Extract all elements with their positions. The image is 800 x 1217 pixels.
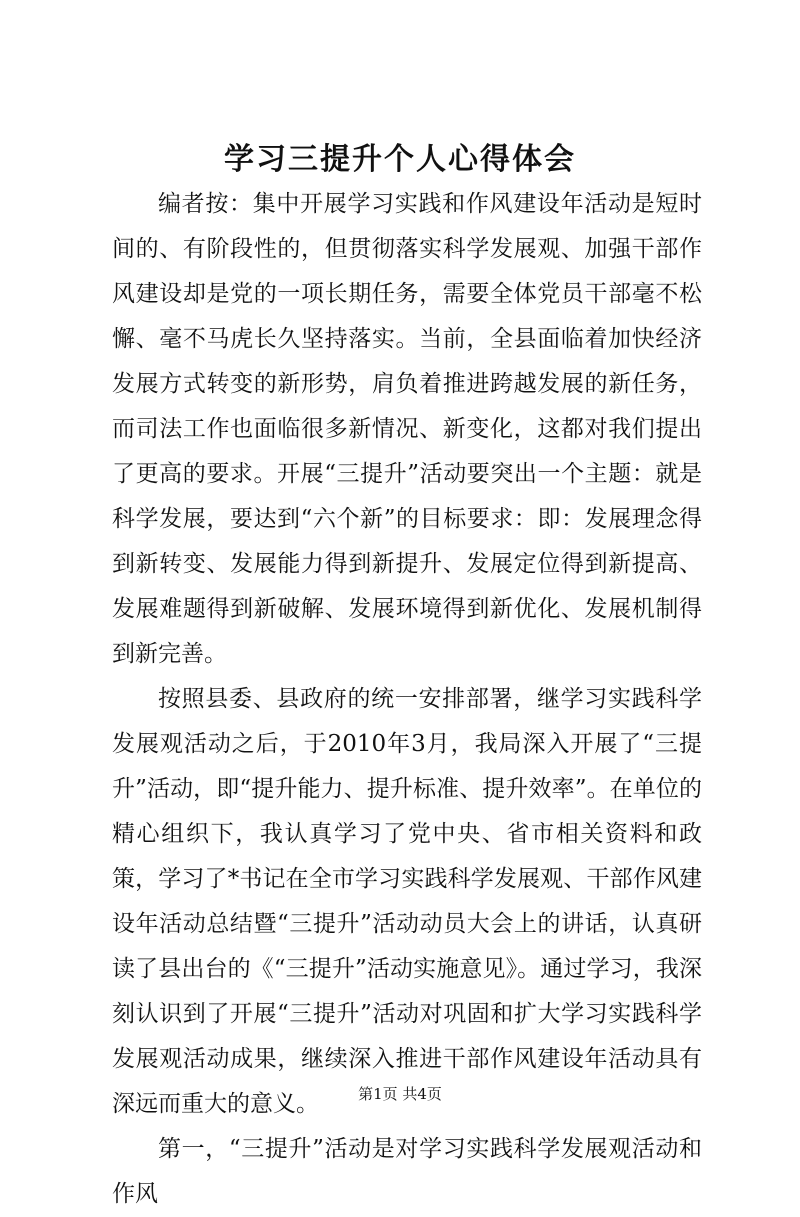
document-body <box>112 182 702 1217</box>
body-paragraph: 第一，“三提升”活动是对学习实践科学发展观活动和作风 <box>112 1136 702 1207</box>
body-paragraph: 按照县委、县政府的统一安排部署，继学习实践科学发展观活动之后，于2010年3月，我局深入开展了“三提升”活动，即“提升能力、提升标准、提升效率”。在单位的精心组织下，我认真学习了党中央、省市相关资料和政策，学习了*书记在全市学习实践科学发展观、干部作风建设年活动总结暨“三提升”活动动员大会上的讲话，认真研读了县出台的《“三提升”活动实施意见》。通过学习，我深刻认识到了开展“三提升”活动对巩固和扩大学习实践科学发展观活动成果，继续深入推进干部作风建设年活动具有深远而重大的意义。 <box>112 686 702 1117</box>
editor-note-paragraph: 编者按：集中开展学习实践和作风建设年活动是短时间的、有阶段性的，但贯彻落实科学发展观、加强干部作风建设却是党的一项长期任务，需要全体党员干部毫不松懈、毫不马虎长久坚持落实。当前，全县面临着加快经济发展方式转变的新形势，肩负着推进跨越发展的新任务，而司法工作也面临很多新情况、新变化，这都对我们提出了更高的要求。开展“三提升”活动要突出一个主题：就是科学发展，要达到“六个新”的目标要求：即：发展理念得到新转变、发展能力得到新提升、发展定位得到新提高、发展难题得到新破解、发展环境得到新优化、发展机制得到新完善。 <box>112 191 702 667</box>
document-title: 学习三提升个人心得体会 <box>224 142 576 177</box>
page-number-footer: 第1页 共4页 <box>358 1085 442 1103</box>
